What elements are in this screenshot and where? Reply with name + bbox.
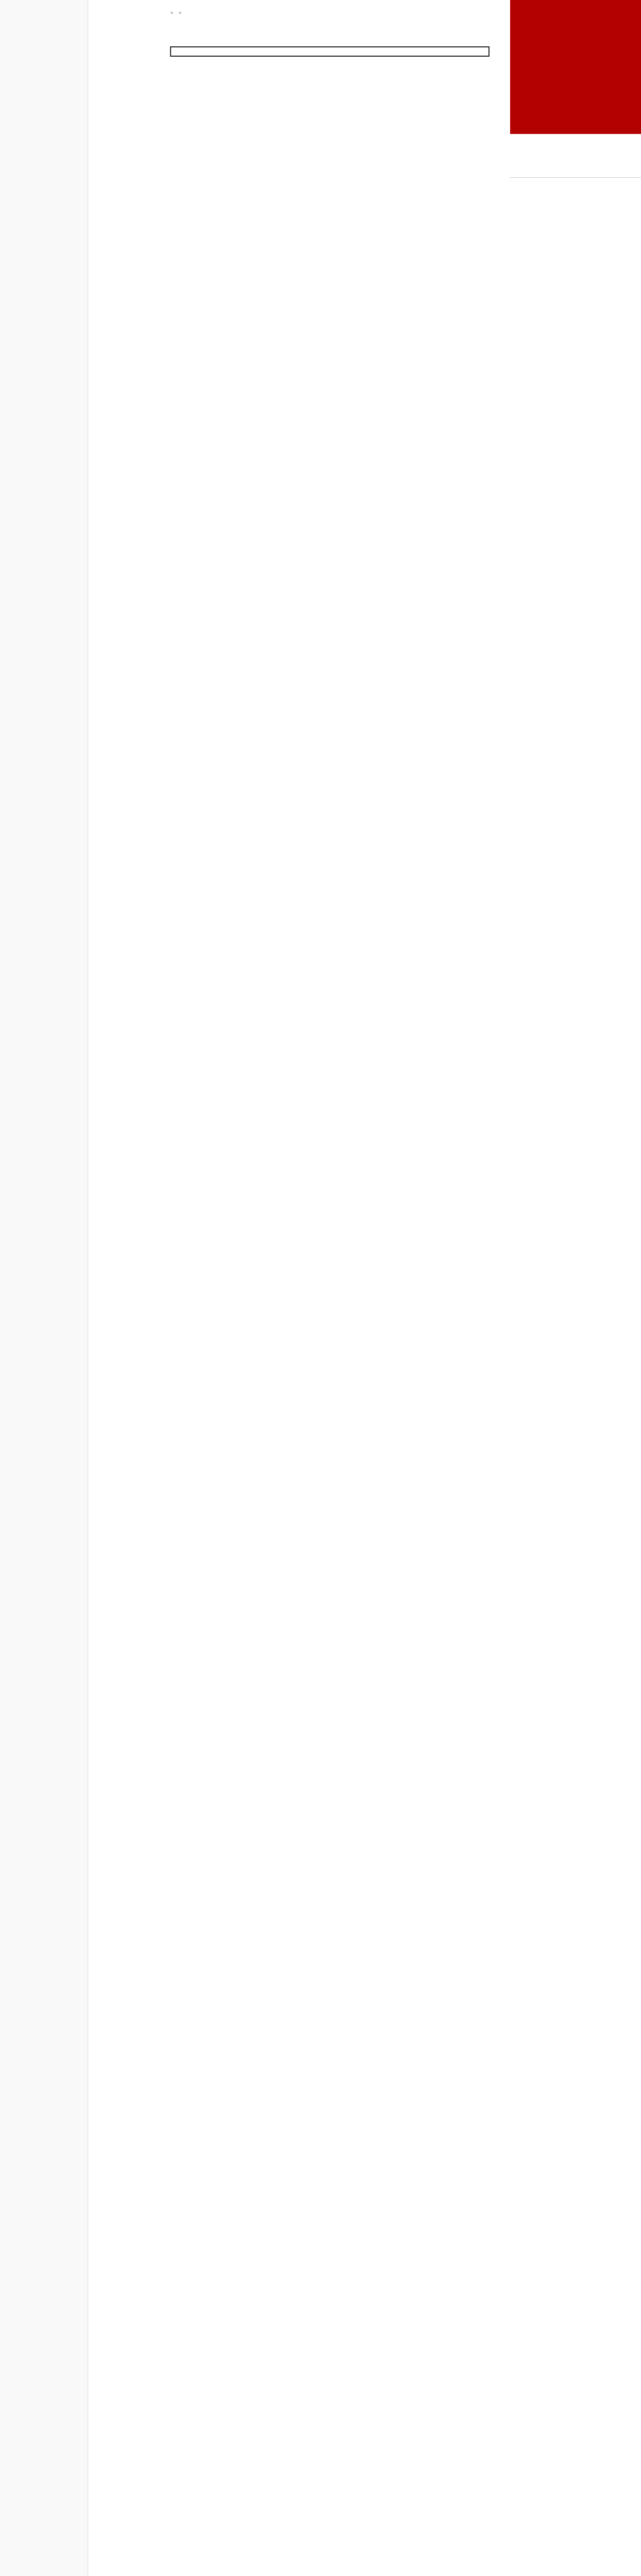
archive-notice: [170, 46, 490, 57]
remove-ads-banner[interactable]: [510, 0, 641, 134]
right-column: [510, 0, 641, 178]
thread-pager: [170, 26, 490, 34]
news-heading: [510, 175, 641, 178]
top-navigation: » »: [170, 9, 182, 16]
main-column: [170, 0, 490, 57]
left-board-menu: [0, 0, 88, 2576]
banner-line1: [510, 0, 641, 10]
